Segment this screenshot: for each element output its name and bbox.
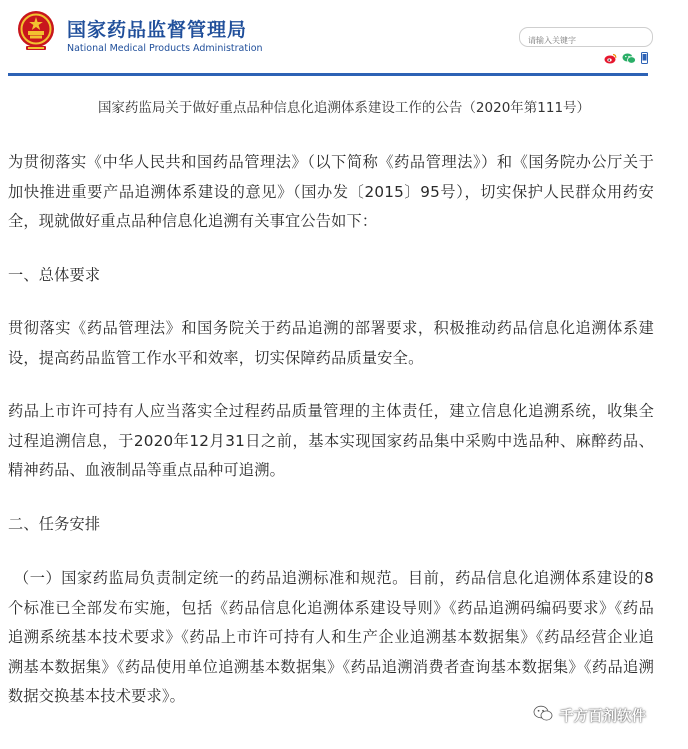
mobile-icon[interactable] [641, 49, 648, 68]
tasks-paragraph-1: （一）国家药监局负责制定统一的药品追溯标准和规范。目前，药品信息化追溯体系建设的8个标准已全部发布实施，包括《药品信息化追溯体系建设导则》《药品追溯码编码要求》《药品追溯系统基本技术要求》《药品上市许可持有人和生产企业追溯基本数据集》《药品经营企业追溯基本数据集》《药品使用单位追溯基本数据集》《药品追溯消费者查询基本数据集》《药品追溯数据交换基本技术要求》。 [8, 569, 654, 705]
search-input[interactable] [528, 33, 646, 49]
national-emblem-icon [16, 10, 56, 52]
section-heading-general: 一、总体要求 [8, 265, 101, 284]
weibo-icon[interactable] [604, 49, 617, 68]
wechat-icon[interactable] [622, 49, 636, 68]
site-header [0, 0, 688, 74]
header-divider [8, 73, 648, 76]
general-paragraph-1: 贯彻落实《药品管理法》和国务院关于药品追溯的部署要求，积极推动药品信息化追溯体系建设，提高药品监管工作水平和效率，切实保障药品质量安全。 [8, 319, 654, 367]
brand-name-en[interactable]: National Medical Products Administration [67, 43, 263, 54]
wechat-icon [533, 705, 553, 726]
notice-title: 国家药监局关于做好重点品种信息化追溯体系建设工作的公告（2020年第111号） [97, 100, 591, 116]
watermark-text: 千方百剂软件 [559, 709, 646, 725]
search-box[interactable] [519, 27, 653, 47]
social-links [604, 51, 648, 65]
article-body [8, 148, 654, 712]
section-heading-tasks: 二、任务安排 [8, 514, 101, 533]
watermark [533, 705, 646, 726]
general-paragraph-2: 药品上市许可持有人应当落实全过程药品质量管理的主体责任，建立信息化追溯系统，收集全过程追溯信息，于2020年12月31日之前，基本实现国家药品集中采购中选品种、麻醉药品、精神药品、血液制品等重点品种可追溯。 [8, 402, 654, 479]
intro-paragraph: 为贯彻落实《中华人民共和国药品管理法》（以下简称《药品管理法》）和《国务院办公厅关于加快推进重要产品追溯体系建设的意见》（国办发〔2015〕95号），切实保护人民群众用药安全，现就做好重点品种信息化追溯有关事宜公告如下： [8, 153, 654, 230]
brand-name-cn[interactable]: 国家药品监督管理局 [67, 19, 248, 41]
